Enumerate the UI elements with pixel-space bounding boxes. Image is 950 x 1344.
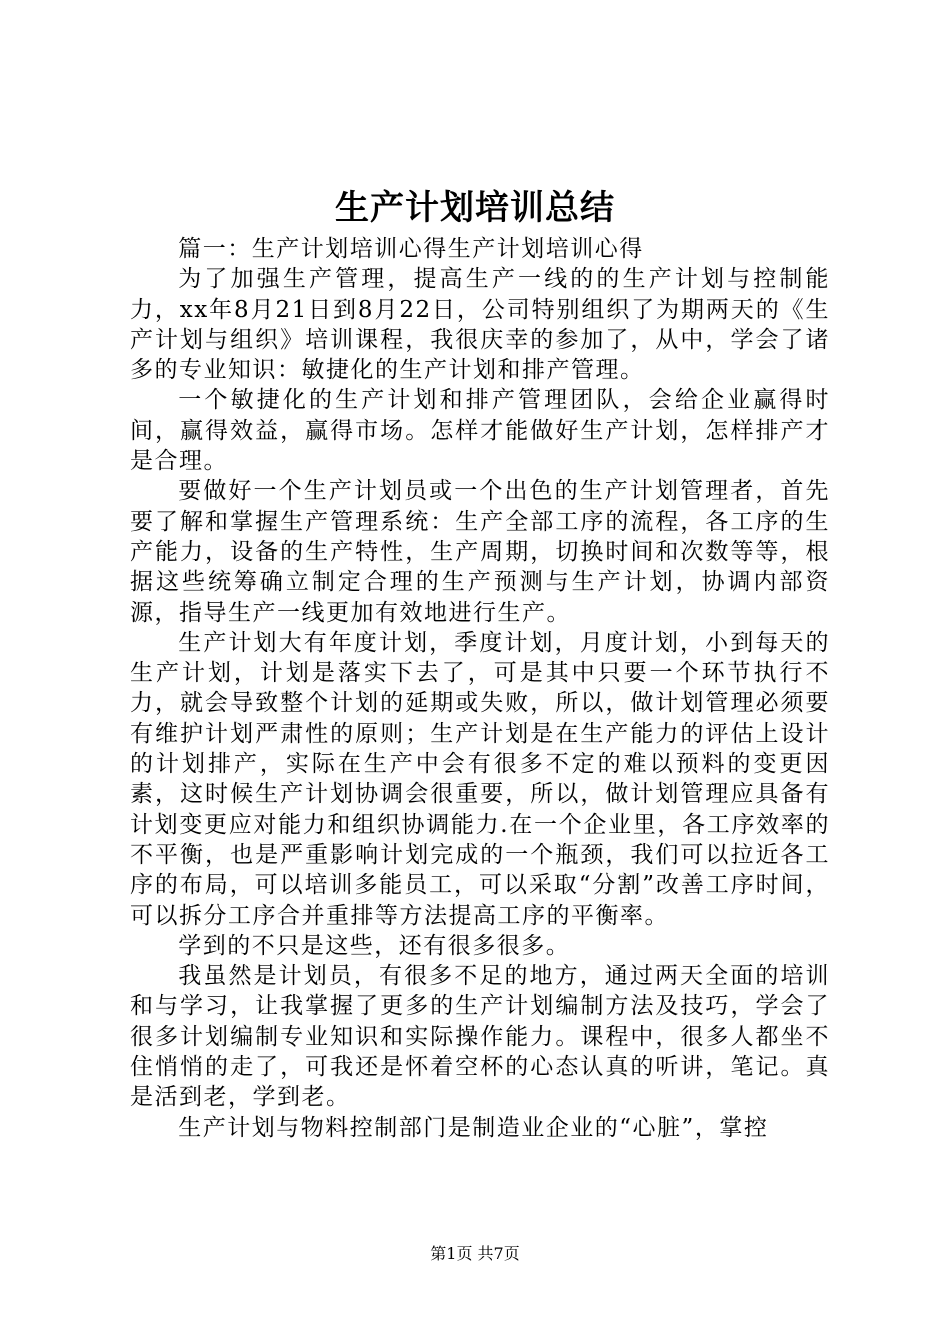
paragraph: 为了加强生产管理，提高生产一线的的生产计划与控制能力，xx年8月21日到8月22日，公司特别组织了为期两天的《生产计划与组织》培训课程，我很庆幸的参加了，从中，学会了诸多的专业知识：敏捷化的生产计划和排产管理。 bbox=[130, 266, 830, 384]
paragraph: 学到的不只是这些，还有很多很多。 bbox=[178, 932, 571, 959]
paragraph: 生产计划与物料控制部门是制造业企业的“心脏”，掌控 bbox=[178, 1114, 769, 1141]
page-footer: 第1页 共7页 bbox=[430, 1244, 520, 1263]
paragraph: 一个敏捷化的生产计划和排产管理团队，会给企业赢得时间，赢得效益，赢得市场。怎样才能做好生产计划，怎样排产才是合理。 bbox=[130, 387, 830, 475]
paragraph: 生产计划大有年度计划，季度计划，月度计划，小到每天的生产计划，计划是落实下去了，可是其中只要一个环节执行不力，就会导致整个计划的延期或失败，所以，做计划管理必须要有维护计划严肃性的原则；生产计划是在生产能力的评估上设计的计划排产，实际在生产中会有很多不定的难以预料的变更因素，这时候生产计划协调会很重要，所以，做计划管理应具备有计划变更应对能力和组织协调能力.在一个企业里，各工序效率的不平衡，也是严重影响计划完成的一个瓶颈，我们可以拉近各工序的布局，可以培训多能员工，可以采取“分割”改善工序时间，可以拆分工序合并重排等方法提高工序的平衡率。 bbox=[130, 629, 830, 929]
paragraph: 要做好一个生产计划员或一个出色的生产计划管理者，首先要了解和掌握生产管理系统：生产全部工序的流程，各工序的生产能力，设备的生产特性，生产周期，切换时间和次数等等，根据这些统筹确立制定合理的生产预测与生产计划，协调内部资源，指导生产一线更加有效地进行生产。 bbox=[130, 478, 830, 626]
paragraph-section-heading: 篇一：生产计划培训心得生产计划培训心得 bbox=[178, 236, 644, 262]
document-title: 生产计划培训总结 bbox=[335, 188, 615, 228]
paragraph: 我虽然是计划员，有很多不足的地方，通过两天全面的培训和与学习，让我掌握了更多的生产计划编制方法及技巧，学会了很多计划编制专业知识和实际操作能力。课程中，很多人都坐不住悄悄的走了，可我还是怀着空杯的心态认真的听讲，笔记。真是活到老，学到老。 bbox=[130, 963, 830, 1111]
document-body bbox=[130, 234, 830, 1143]
